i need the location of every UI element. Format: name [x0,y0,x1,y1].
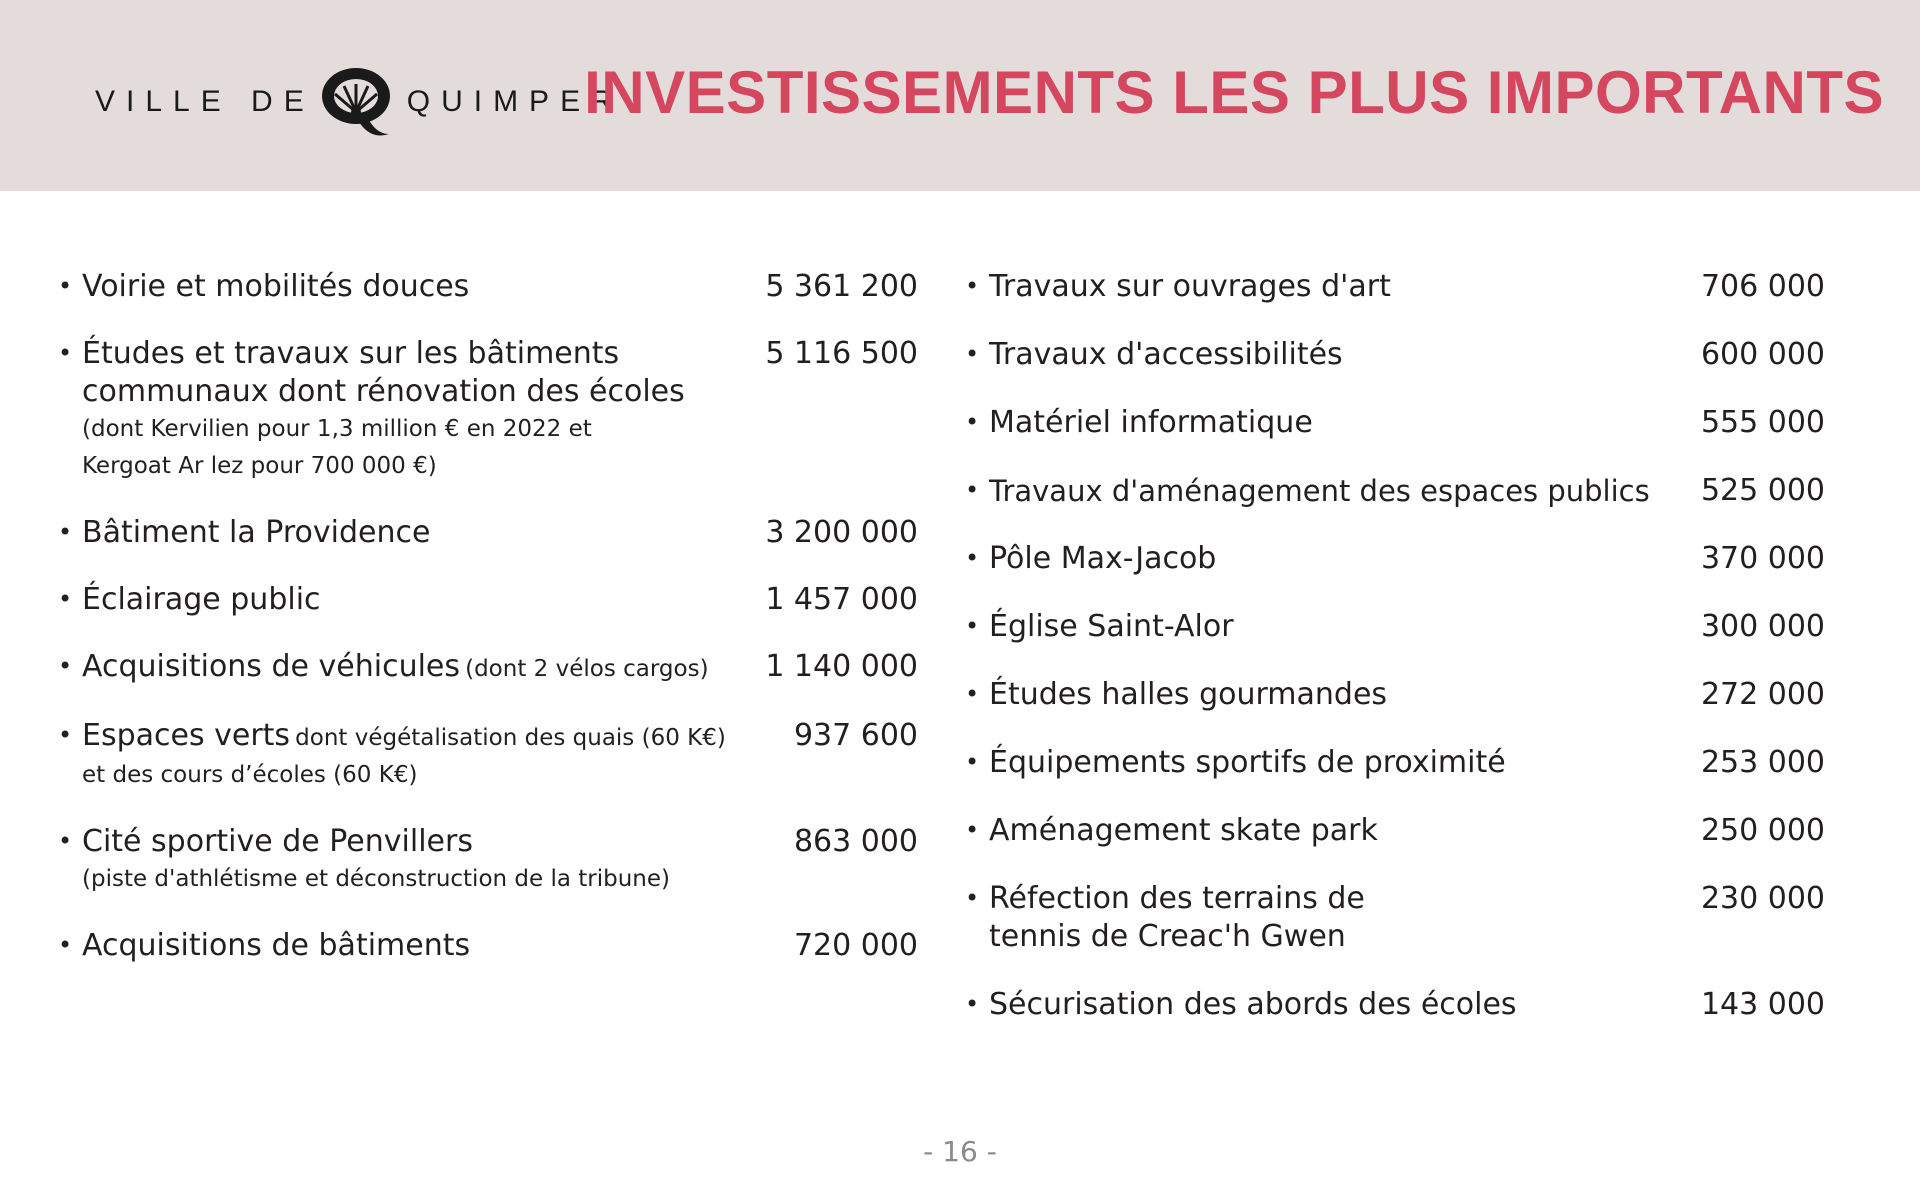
bullet-icon: • [965,408,980,436]
item-amount: 230 000 [1700,881,1825,916]
investments-list-right [965,268,1825,1024]
bullet-icon: • [965,816,980,844]
item-amount: 5 361 200 [765,269,918,304]
bullet-icon: • [965,544,980,572]
item-amount: 1 140 000 [765,649,918,684]
list-item [58,927,918,965]
list-item [965,608,1825,646]
item-amount: 370 000 [1700,541,1825,576]
item-note: (piste d'athlétisme et déconstruction de la tribune) [82,866,671,892]
item-amount: 863 000 [793,824,918,859]
item-label: Pôle Max-Jacob [989,541,1217,576]
list-item [965,472,1825,510]
item-label: Travaux sur ouvrages d'art [989,269,1391,304]
bullet-icon: • [58,585,73,613]
list-item [965,812,1825,850]
list-item [965,268,1825,306]
item-label: Travaux d'accessibilités [989,337,1343,372]
item-note: (dont 2 vélos cargos) [465,656,709,682]
list-item [965,540,1825,578]
list-item [965,986,1825,1024]
list-item [58,514,918,552]
list-item [965,336,1825,374]
item-label: Voirie et mobilités douces [82,269,470,304]
item-amount: 937 600 [793,718,918,753]
item-label: Espaces verts [82,718,291,753]
item-label: Aménagement skate park [989,813,1378,848]
item-label: Réfection des terrains de tennis de Creac'h Gwen [989,881,1365,954]
list-item [58,823,918,898]
page-title: INVESTISSEMENTS LES PLUS IMPORTANTS [584,59,1884,126]
item-label: Cité sportive de Penvillers [82,824,473,859]
item-label: Études et travaux sur les bâtiments communaux dont rénovation des écoles [82,336,685,409]
list-item [58,335,918,485]
bullet-icon: • [965,884,980,912]
list-item [58,581,918,619]
item-label: Éclairage public [82,582,321,617]
bullet-icon: • [58,827,73,855]
item-amount: 143 000 [1700,987,1825,1022]
list-item [58,648,918,688]
item-note: dont végétalisation des quais (60 K€) et des cours d’écoles (60 K€) [82,725,726,788]
logo-text-quimper: QUIMPER [406,85,624,118]
item-note: (dont Kervilien pour 1,3 million € en 2022 et Kergoat Ar lez pour 700 000 €) [82,416,592,479]
item-label: Travaux d'aménagement des espaces publics [989,474,1650,508]
item-amount: 525 000 [1700,473,1825,508]
item-amount: 272 000 [1700,677,1825,712]
page-number: - 16 - [923,1135,997,1168]
item-label: Matériel informatique [989,405,1313,440]
item-label: Équipements sportifs de proximité [989,745,1506,780]
bullet-icon: • [965,990,980,1018]
item-amount: 253 000 [1700,745,1825,780]
item-amount: 300 000 [1700,609,1825,644]
item-amount: 3 200 000 [765,515,918,550]
bullet-icon: • [965,476,980,504]
ville-de-quimper-logo [95,60,624,144]
bullet-icon: • [58,518,73,546]
list-item [58,717,918,794]
list-item [965,404,1825,442]
bullet-icon: • [58,652,73,680]
item-amount: 555 000 [1700,405,1825,440]
item-label: Église Saint-Alor [989,609,1234,644]
quimper-emblem-icon [311,60,401,144]
list-item [965,676,1825,714]
page-header [0,0,1920,191]
bullet-icon: • [965,340,980,368]
item-amount: 600 000 [1700,337,1825,372]
item-amount: 250 000 [1700,813,1825,848]
logo-text-ville-de: VILLE DE [95,85,315,118]
item-label: Sécurisation des abords des écoles [989,987,1517,1022]
item-amount: 706 000 [1700,269,1825,304]
bullet-icon: • [58,721,73,749]
bullet-icon: • [58,931,73,959]
list-item [965,880,1825,956]
item-label: Acquisitions de bâtiments [82,928,471,963]
item-label: Études halles gourmandes [989,677,1388,712]
item-amount: 1 457 000 [765,582,918,617]
bullet-icon: • [965,748,980,776]
list-item [965,744,1825,782]
item-label: Acquisitions de véhicules [82,649,461,684]
bullet-icon: • [58,272,73,300]
bullet-icon: • [965,680,980,708]
bullet-icon: • [58,339,73,367]
bullet-icon: • [965,612,980,640]
item-label: Bâtiment la Providence [82,515,431,550]
bullet-icon: • [965,272,980,300]
list-item [58,268,918,306]
item-amount: 5 116 500 [765,336,918,371]
item-amount: 720 000 [793,928,918,963]
investments-list-left [58,268,918,965]
